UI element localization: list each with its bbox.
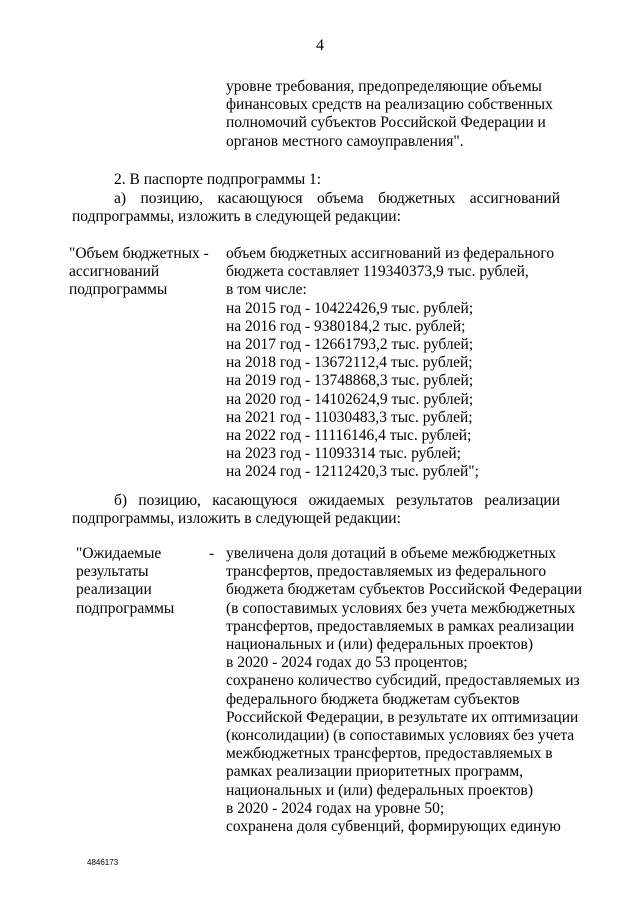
value-line: бюджета составляет 119340373,9 тыс. рублей, — [226, 263, 529, 281]
word: бюджетных — [378, 190, 456, 207]
value-line: на 2021 год - 11030483,3 тыс. рублей; — [226, 408, 473, 426]
item-a-first-line — [114, 190, 560, 208]
label-line: ассигнований — [69, 263, 160, 281]
value-line: рамках реализации приоритетных программ, — [226, 763, 524, 781]
value-line: увеличена доля дотаций в объеме межбюджетных — [226, 545, 557, 562]
value-line: национальных и (или) федеральных проектов) — [226, 781, 534, 799]
value-line: в 2020 - 2024 годах на уровне 50; — [226, 799, 445, 817]
value-line: на 2024 год - 12112420,3 тыс. рублей"; — [226, 463, 479, 481]
text-line: уровне требования, предопределяющие объемы — [226, 78, 542, 95]
value-line: федерального бюджета бюджетам субъектов — [226, 690, 520, 708]
value-line: на 2018 год - 13672112,4 тыс. рублей; — [226, 354, 473, 372]
value-line: сохранено количество субсидий, предоставляемых из — [226, 672, 580, 690]
text-line: органов местного самоуправления". — [226, 132, 464, 150]
item-a-second-line: подпрограммы, изложить в следующей редакции: — [72, 208, 401, 225]
value-line: на 2016 год - 9380184,2 тыс. рублей; — [226, 317, 466, 335]
label-line: результаты — [76, 563, 149, 581]
value-line: межбюджетных трансфертов, предоставляемых в — [226, 745, 553, 763]
word: результатов — [395, 492, 473, 509]
value-line: трансфертов, предоставляемых в рамках реализации — [226, 617, 575, 635]
word: б) позицию, — [114, 492, 201, 509]
value-line: в 2020 - 2024 годах до 53 процентов; — [226, 654, 468, 672]
value-line: сохранена доля субвенций, формирующих единую — [226, 818, 561, 836]
value-line: на 2019 год - 13748868,3 тыс. рублей; — [226, 372, 474, 390]
label-line: реализации — [76, 581, 152, 599]
value-line: на 2022 год - 11116146,4 тыс. рублей; — [226, 427, 472, 445]
results-label — [76, 545, 196, 618]
value-line: трансфертов, предоставляемых из федерального — [226, 563, 547, 581]
value-line: на 2020 год - 14102624,9 тыс. рублей; — [226, 390, 474, 408]
word: а) позицию, — [114, 190, 204, 207]
label-line: подпрограммы — [76, 599, 175, 617]
value-line: в том числе: — [226, 281, 307, 299]
item-b-second-line: подпрограммы, изложить в следующей редакции: — [72, 510, 401, 527]
results-value — [226, 545, 582, 836]
budget-value — [226, 245, 554, 482]
value-line: на 2017 год - 12661793,2 тыс. рублей; — [226, 336, 474, 354]
label-line: "Объем бюджетных - — [69, 245, 209, 262]
value-line: (консолидации) (в сопоставимых условиях без учета — [226, 727, 575, 745]
word: ассигнований — [469, 190, 561, 207]
results-dash: - — [209, 545, 215, 562]
justified-line — [114, 190, 560, 208]
word: реализации — [484, 492, 561, 509]
word: ожидаемых — [308, 492, 385, 509]
word: касающуюся — [217, 190, 303, 207]
value-line: на 2015 год - 10422426,9 тыс. рублей; — [226, 299, 474, 317]
budget-label — [69, 245, 219, 300]
continuation-text — [226, 78, 553, 151]
value-line: объем бюджетных ассигнований из федерального — [226, 245, 555, 262]
label-line: подпрограммы — [69, 281, 168, 299]
value-line: (в сопоставимых условиях без учета межбюджетных — [226, 599, 576, 617]
word: касающуюся — [212, 492, 298, 509]
value-line: Российской Федерации, в результате их оптимизации — [226, 708, 579, 726]
value-line: национальных и (или) федеральных проектов) — [226, 636, 534, 654]
value-line: бюджета бюджетам субъектов Российской Федерации — [226, 581, 583, 599]
word: объема — [316, 190, 364, 207]
label-line: "Ожидаемые — [76, 545, 162, 562]
item-2-heading: 2. В паспорте подпрограммы 1: — [114, 171, 322, 188]
text-line: финансовых средств на реализацию собственных — [226, 96, 553, 114]
document-code: 4846173 — [87, 858, 119, 867]
justified-line — [114, 492, 560, 510]
page-number: 4 — [316, 37, 324, 54]
value-line: на 2023 год - 11093314 тыс. рублей; — [226, 445, 461, 463]
text-line: полномочий субъектов Российской Федерации и — [226, 114, 546, 132]
item-b-first-line — [114, 492, 560, 510]
